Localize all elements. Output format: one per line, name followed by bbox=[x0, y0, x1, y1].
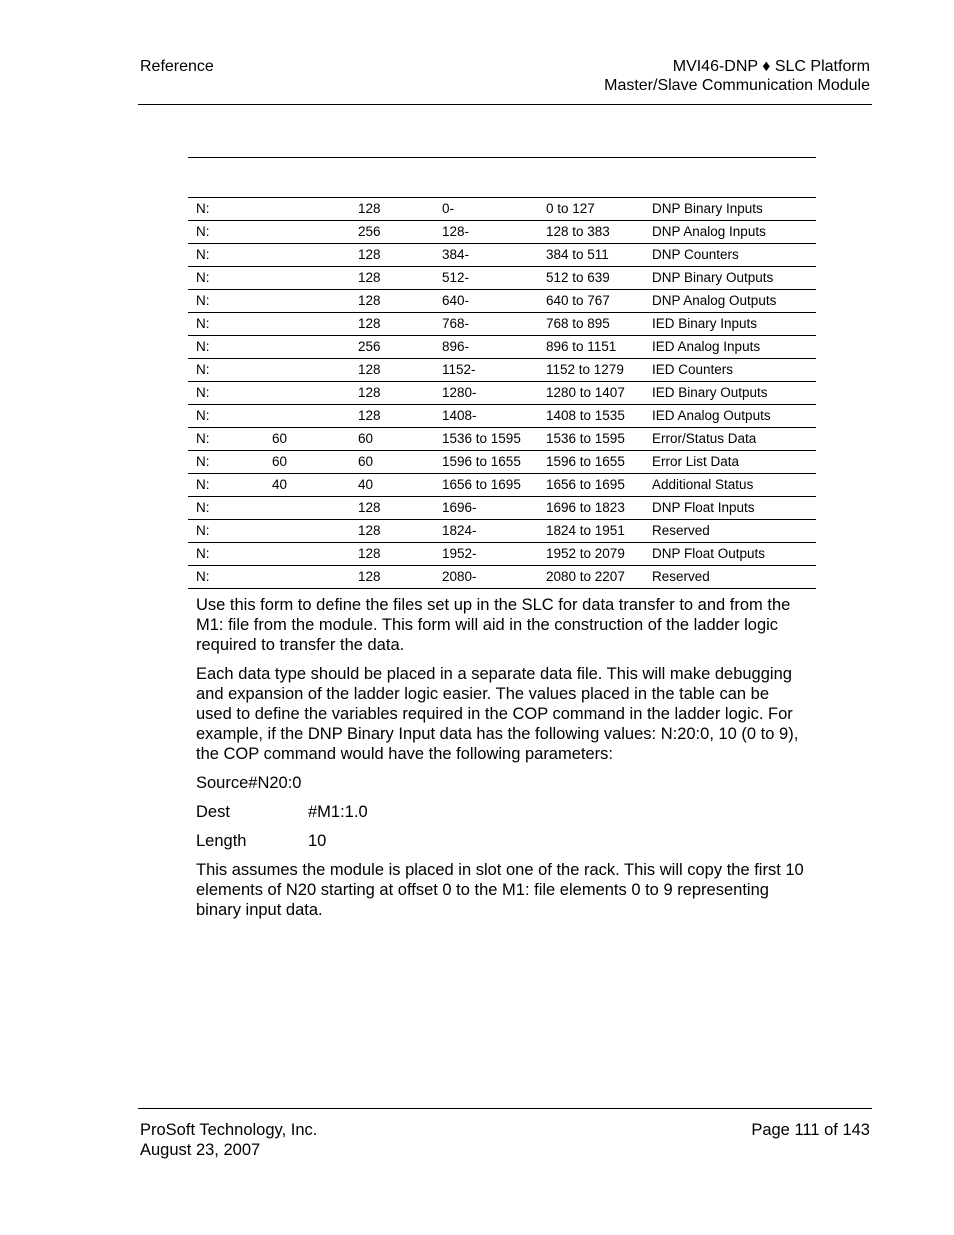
table-cell: DNP Binary Outputs bbox=[644, 267, 816, 290]
table-cell: N: bbox=[188, 382, 264, 405]
table-cell bbox=[264, 520, 350, 543]
table-cell: N: bbox=[188, 405, 264, 428]
table-cell: 128 bbox=[350, 359, 434, 382]
table-cell: 256 bbox=[350, 336, 434, 359]
cop-dest-label: Dest bbox=[196, 803, 230, 821]
table-cell: 128 bbox=[350, 198, 434, 221]
table-cell: 1952 to 2079 bbox=[538, 543, 644, 566]
cop-source-line: Source#N20:0 bbox=[196, 774, 302, 792]
table-cell: 128- bbox=[434, 221, 538, 244]
table-cell: 1696- bbox=[434, 497, 538, 520]
table-cell bbox=[264, 267, 350, 290]
table-cell: 1596 to 1655 bbox=[434, 451, 538, 474]
table-cell: 1280 to 1407 bbox=[538, 382, 644, 405]
table-cell: 128 bbox=[350, 497, 434, 520]
table-row bbox=[188, 566, 816, 589]
table-cell: 1152 to 1279 bbox=[538, 359, 644, 382]
table-row bbox=[188, 405, 816, 428]
table-cell: N: bbox=[188, 336, 264, 359]
table-row bbox=[188, 359, 816, 382]
table-cell: N: bbox=[188, 359, 264, 382]
table-cell: N: bbox=[188, 198, 264, 221]
table-cell bbox=[264, 405, 350, 428]
table-cell: 128 bbox=[350, 267, 434, 290]
header-section-title: Reference bbox=[140, 58, 214, 75]
table-cell: 1408 to 1535 bbox=[538, 405, 644, 428]
table-cell: 512- bbox=[434, 267, 538, 290]
table-row bbox=[188, 290, 816, 313]
table-cell: 2080 to 2207 bbox=[538, 566, 644, 589]
table-cell bbox=[264, 313, 350, 336]
table-cell: 128 bbox=[350, 244, 434, 267]
table-cell: 2080- bbox=[434, 566, 538, 589]
table-cell: 1280- bbox=[434, 382, 538, 405]
table-cell: 1952- bbox=[434, 543, 538, 566]
table-row bbox=[188, 221, 816, 244]
cop-length-value: 10 bbox=[308, 832, 327, 850]
table-row bbox=[188, 428, 816, 451]
table-cell bbox=[264, 543, 350, 566]
table-row bbox=[188, 198, 816, 221]
table-cell: 0- bbox=[434, 198, 538, 221]
table-cell: N: bbox=[188, 428, 264, 451]
table-cell: DNP Analog Inputs bbox=[644, 221, 816, 244]
table-cell: N: bbox=[188, 221, 264, 244]
table-cell: 1656 to 1695 bbox=[434, 474, 538, 497]
header-divider bbox=[138, 104, 872, 105]
footer-left bbox=[140, 1120, 317, 1160]
header-right bbox=[604, 57, 870, 95]
table-cell: 128 bbox=[350, 543, 434, 566]
table-cell: Error List Data bbox=[644, 451, 816, 474]
table-cell: 128 bbox=[350, 405, 434, 428]
table-cell: 128 bbox=[350, 382, 434, 405]
table-cell: 1152- bbox=[434, 359, 538, 382]
table-cell: 640 to 767 bbox=[538, 290, 644, 313]
table-cell: DNP Float Inputs bbox=[644, 497, 816, 520]
table-cell: DNP Binary Inputs bbox=[644, 198, 816, 221]
table-cell: 128 to 383 bbox=[538, 221, 644, 244]
cop-length-line bbox=[196, 831, 808, 851]
table-cell: 60 bbox=[350, 428, 434, 451]
table-cell: 896- bbox=[434, 336, 538, 359]
table-cell: N: bbox=[188, 497, 264, 520]
footer-right bbox=[751, 1120, 870, 1140]
form-top-divider bbox=[188, 157, 816, 158]
header-module-line: Master/Slave Communication Module bbox=[604, 77, 870, 94]
table-cell bbox=[264, 221, 350, 244]
table-cell: 1656 to 1695 bbox=[538, 474, 644, 497]
table-cell: 384- bbox=[434, 244, 538, 267]
table-cell: IED Analog Inputs bbox=[644, 336, 816, 359]
table-cell: IED Analog Outputs bbox=[644, 405, 816, 428]
table-cell: N: bbox=[188, 543, 264, 566]
table-cell: 60 bbox=[264, 428, 350, 451]
table-cell: 40 bbox=[350, 474, 434, 497]
table-cell bbox=[264, 336, 350, 359]
table-cell: DNP Counters bbox=[644, 244, 816, 267]
table-cell bbox=[264, 359, 350, 382]
table-cell: Reserved bbox=[644, 520, 816, 543]
table-row bbox=[188, 474, 816, 497]
table-cell: 128 bbox=[350, 313, 434, 336]
header-left bbox=[140, 57, 214, 76]
body-text bbox=[196, 595, 808, 929]
table-cell: 1696 to 1823 bbox=[538, 497, 644, 520]
table-cell: 40 bbox=[264, 474, 350, 497]
table-cell: Reserved bbox=[644, 566, 816, 589]
footer-divider bbox=[138, 1108, 872, 1109]
table-row bbox=[188, 520, 816, 543]
data-file-table bbox=[188, 197, 816, 589]
footer-date: August 23, 2007 bbox=[140, 1141, 261, 1159]
table-cell: N: bbox=[188, 451, 264, 474]
paragraph-data-types: Each data type should be placed in a separate data file. This will make debugging and expansion of the ladder logic easier. The values placed in the table can be used to define the variables required in the COP command in the ladder logic. For example, if the DNP Binary Input data has the following values: N:20:0, 10 (0 to 9), the COP command would have the following parameters: bbox=[196, 665, 799, 763]
table-row bbox=[188, 313, 816, 336]
table-row bbox=[188, 497, 816, 520]
table-cell: N: bbox=[188, 566, 264, 589]
cop-length-label: Length bbox=[196, 832, 247, 850]
table-cell: 1824- bbox=[434, 520, 538, 543]
footer-page-number: Page 111 of 143 bbox=[751, 1121, 870, 1139]
table-cell: 384 to 511 bbox=[538, 244, 644, 267]
table-cell: 0 to 127 bbox=[538, 198, 644, 221]
table-row bbox=[188, 543, 816, 566]
table-cell: 512 to 639 bbox=[538, 267, 644, 290]
table-cell: IED Binary Inputs bbox=[644, 313, 816, 336]
table-row bbox=[188, 451, 816, 474]
table-cell: N: bbox=[188, 313, 264, 336]
table-cell: 128 bbox=[350, 290, 434, 313]
table-cell: DNP Analog Outputs bbox=[644, 290, 816, 313]
table-cell: 60 bbox=[350, 451, 434, 474]
table-cell bbox=[264, 290, 350, 313]
table-cell: Additional Status bbox=[644, 474, 816, 497]
table-cell bbox=[264, 198, 350, 221]
table-cell: N: bbox=[188, 520, 264, 543]
table-cell: 768 to 895 bbox=[538, 313, 644, 336]
table-cell: 896 to 1151 bbox=[538, 336, 644, 359]
table-row bbox=[188, 382, 816, 405]
table-cell bbox=[264, 497, 350, 520]
table-cell: 256 bbox=[350, 221, 434, 244]
table-cell: N: bbox=[188, 474, 264, 497]
cop-dest-value: #M1:1.0 bbox=[308, 803, 368, 821]
table-cell: N: bbox=[188, 267, 264, 290]
data-file-table-body bbox=[188, 198, 816, 589]
footer-company: ProSoft Technology, Inc. bbox=[140, 1121, 318, 1139]
table-cell: 1536 to 1595 bbox=[538, 428, 644, 451]
paragraph-assumption: This assumes the module is placed in slot one of the rack. This will copy the first 10 elements of N20 starting at offset 0 to the M1: file elements 0 to 9 representing binary input data. bbox=[196, 861, 804, 919]
table-cell bbox=[264, 566, 350, 589]
table-row bbox=[188, 336, 816, 359]
table-cell bbox=[264, 244, 350, 267]
table-cell bbox=[264, 382, 350, 405]
table-cell: 1824 to 1951 bbox=[538, 520, 644, 543]
table-cell: 1596 to 1655 bbox=[538, 451, 644, 474]
table-cell: 128 bbox=[350, 520, 434, 543]
paragraph-intro: Use this form to define the files set up in the SLC for data transfer to and from the M1: file from the module. This form will aid in the construction of the ladder logic required to transfer the data. bbox=[196, 596, 791, 654]
cop-dest-line bbox=[196, 802, 808, 822]
table-cell: N: bbox=[188, 290, 264, 313]
table-row bbox=[188, 244, 816, 267]
table-cell: 768- bbox=[434, 313, 538, 336]
table-cell: Error/Status Data bbox=[644, 428, 816, 451]
table-cell: 1408- bbox=[434, 405, 538, 428]
table-cell: IED Counters bbox=[644, 359, 816, 382]
table-cell: 1536 to 1595 bbox=[434, 428, 538, 451]
table-cell: DNP Float Outputs bbox=[644, 543, 816, 566]
table-row bbox=[188, 267, 816, 290]
table-cell: 60 bbox=[264, 451, 350, 474]
table-cell: IED Binary Outputs bbox=[644, 382, 816, 405]
table-cell: 640- bbox=[434, 290, 538, 313]
header-product-line: MVI46-DNP ♦ SLC Platform bbox=[672, 58, 870, 75]
table-cell: N: bbox=[188, 244, 264, 267]
table-cell: 128 bbox=[350, 566, 434, 589]
